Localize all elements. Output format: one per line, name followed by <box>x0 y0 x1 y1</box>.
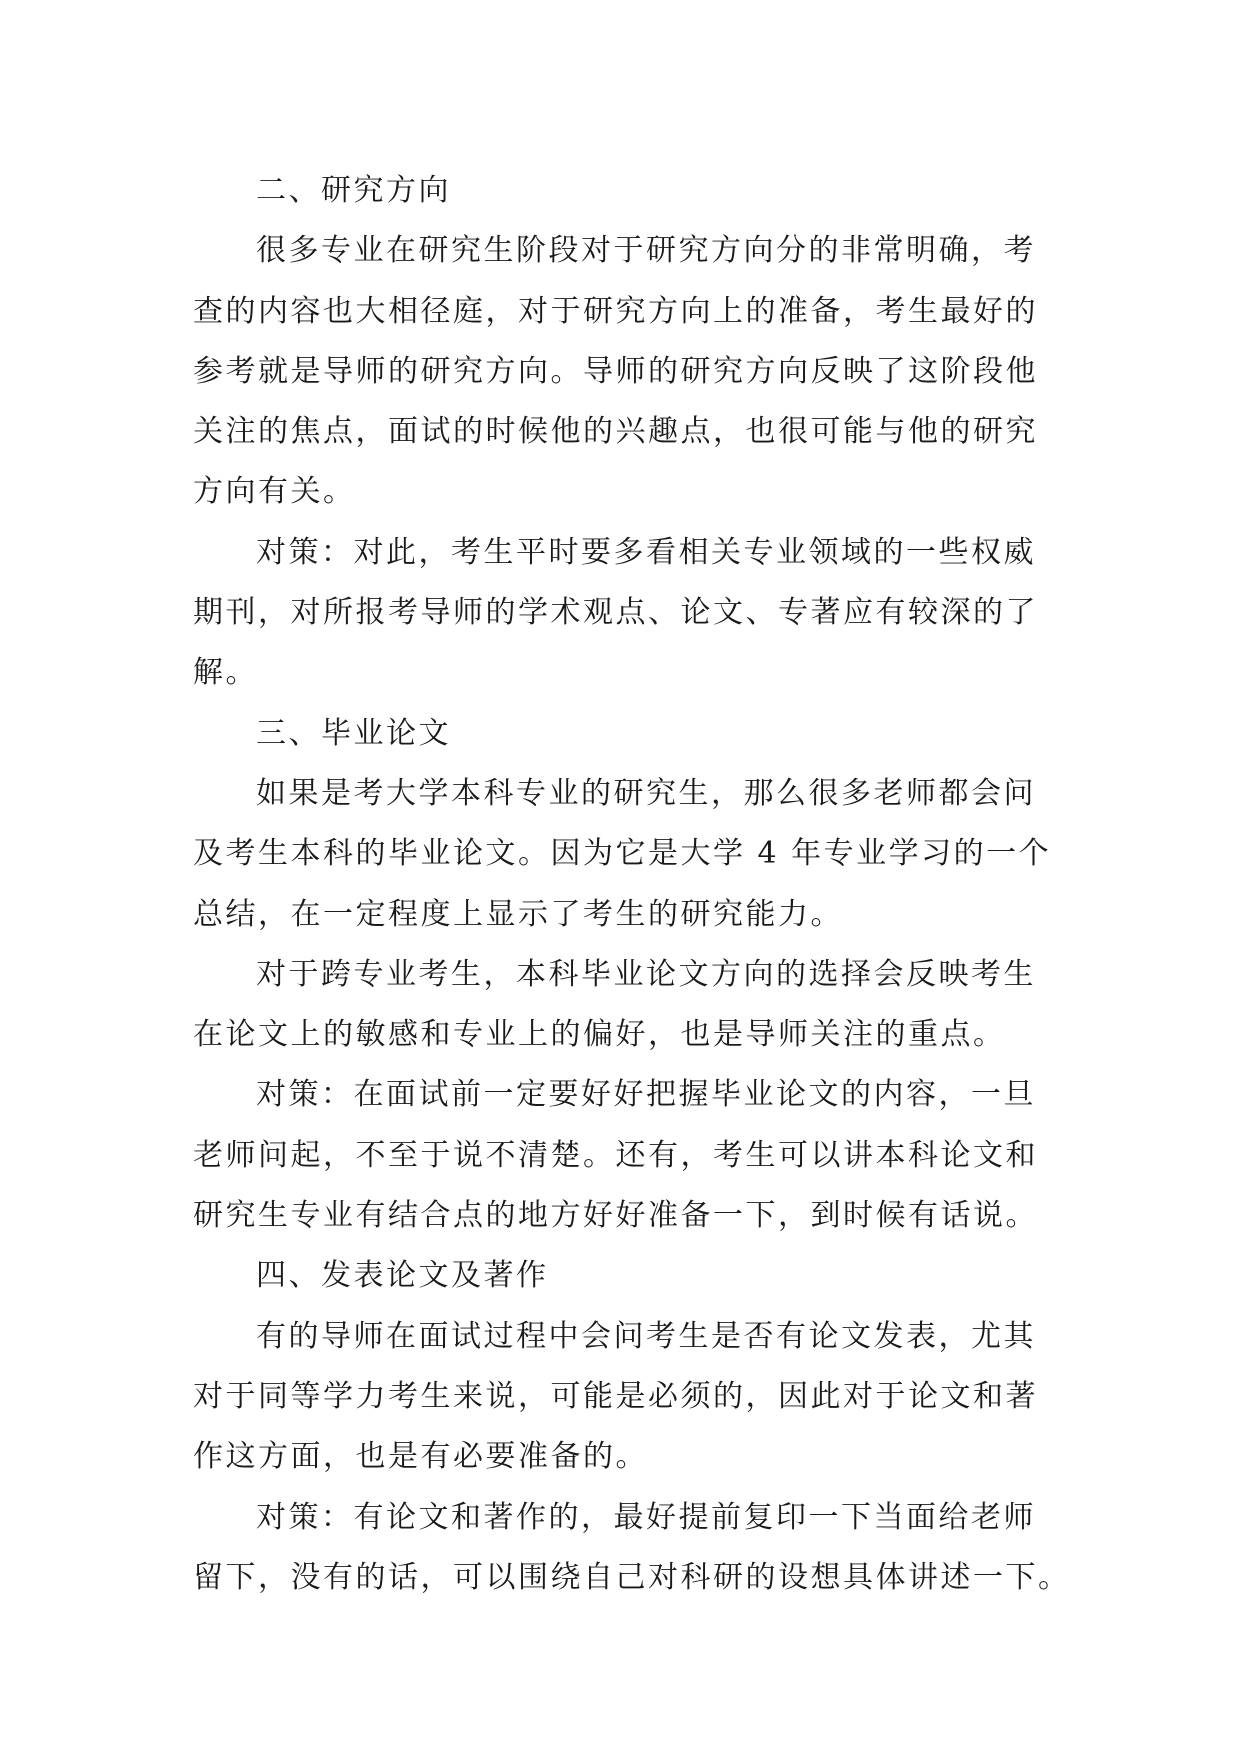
section-heading <box>193 704 1073 764</box>
paragraph-line: 对策：有论文和著作的，最好提前复印一下当面给老师 <box>256 1499 1036 1535</box>
paragraph <box>193 221 1073 522</box>
heading-publications: 四、发表论文及著作 <box>256 1258 549 1294</box>
paragraph <box>193 523 1073 704</box>
paragraph <box>193 1065 1073 1246</box>
paragraph-line: 对策：对此，考生平时要多看相关专业领域的一些权威 <box>256 534 1036 570</box>
paragraph-line: 关注的焦点，面试的时候他的兴趣点，也很可能与他的研究 <box>193 414 1038 450</box>
paragraph-line: 期刊，对所报考导师的学术观点、论文、专著应有较深的了 <box>193 595 1038 631</box>
paragraph-line: 作这方面，也是有必要准备的。 <box>193 1439 648 1475</box>
paragraph <box>193 945 1073 1066</box>
paragraph-line: 研究生专业有结合点的地方好好准备一下，到时候有话说。 <box>193 1198 1038 1234</box>
paragraph-line: 解。 <box>193 655 258 691</box>
paragraph-line: 总结，在一定程度上显示了考生的研究能力。 <box>193 896 843 932</box>
paragraph-line: 老师问起，不至于说不清楚。还有，考生可以讲本科论文和 <box>193 1137 1038 1173</box>
paragraph-line: 很多专业在研究生阶段对于研究方向分的非常明确，考 <box>256 233 1036 269</box>
paragraph-line: 留下，没有的话，可以围绕自己对科研的设想具体讲述一下。 <box>193 1559 1071 1595</box>
section-heading <box>193 161 1073 221</box>
paragraph-line: 方向有关。 <box>193 474 356 510</box>
paragraph-line: 对于跨专业考生，本科毕业论文方向的选择会反映考生 <box>256 956 1036 992</box>
paragraph <box>193 764 1073 945</box>
paragraph-line: 如果是考大学本科专业的研究生，那么很多老师都会问 <box>256 775 1036 811</box>
paragraph <box>193 1307 1073 1488</box>
heading-graduation-thesis: 三、毕业论文 <box>256 715 451 751</box>
paragraph-line: 有的导师在面试过程中会问考生是否有论文发表，尤其 <box>256 1318 1036 1354</box>
paragraph-line: 参考就是导师的研究方向。导师的研究方向反映了这阶段他 <box>193 353 1038 389</box>
document-body <box>193 161 1073 1608</box>
paragraph-line: 查的内容也大相径庭，对于研究方向上的准备，考生最好的 <box>193 293 1038 329</box>
paragraph-line: 对于同等学力考生来说，可能是必须的，因此对于论文和著 <box>193 1378 1038 1414</box>
paragraph-line: 对策：在面试前一定要好好把握毕业论文的内容，一旦 <box>256 1077 1036 1113</box>
paragraph <box>193 1488 1073 1609</box>
paragraph-line: 在论文上的敏感和专业上的偏好，也是导师关注的重点。 <box>193 1017 1006 1053</box>
paragraph-line: 及考生本科的毕业论文。因为它是大学 4 年专业学习的一个 <box>193 836 1052 872</box>
section-heading <box>193 1246 1073 1306</box>
heading-research-direction: 二、研究方向 <box>256 173 451 208</box>
